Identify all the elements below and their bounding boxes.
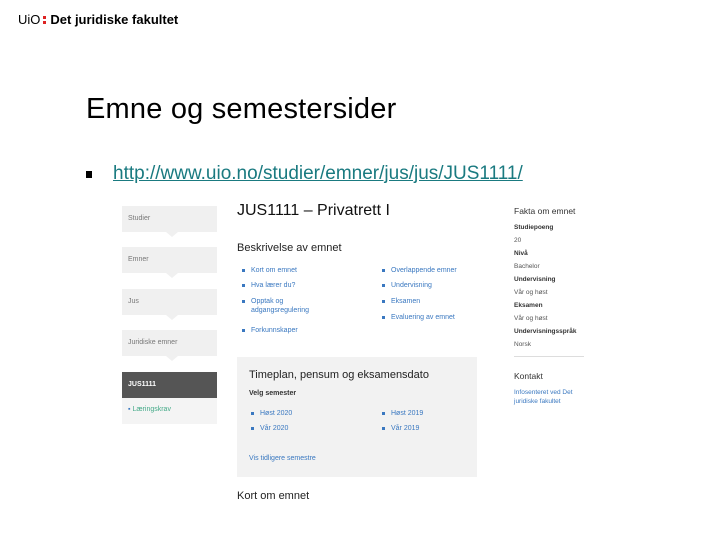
section-heading-kort-om-emnet: Kort om emnet: [237, 490, 310, 502]
link-adgangsregulering[interactable]: adgangsregulering: [251, 307, 309, 314]
link-host-2019[interactable]: Høst 2019: [382, 409, 423, 418]
fact-label-niva: Nivå: [514, 250, 528, 257]
fact-value-undervisning: Vår og høst: [514, 289, 548, 296]
select-semester-label: Velg semester: [249, 390, 297, 397]
sidebar-subitem-laeringskrav[interactable]: [122, 398, 217, 424]
uio-logo-text: UiO: [18, 12, 41, 27]
link-undervisning[interactable]: Undervisning: [382, 281, 432, 290]
embedded-course-page-screenshot: [120, 200, 620, 520]
fact-value-niva: Bachelor: [514, 263, 540, 270]
fact-value-eksamen: Vår og høst: [514, 315, 548, 322]
bullet-square-icon: [86, 171, 92, 178]
fact-value-sprak: Norsk: [514, 341, 531, 348]
link-opptak[interactable]: Opptak og: [242, 297, 283, 306]
link-kort-om-emnet[interactable]: Kort om emnet: [242, 266, 297, 275]
description-heading: Beskrivelse av emnet: [237, 242, 342, 254]
faculty-name: Det juridiske fakultet: [50, 12, 179, 27]
link-var-2020[interactable]: Vår 2020: [251, 424, 288, 433]
fact-label-sprak: Undervisningsspråk: [514, 328, 577, 335]
sidebar-item-juridiske-emner[interactable]: Juridiske emner: [122, 330, 217, 356]
slide-title: Emne og semestersider: [86, 93, 397, 125]
sidebar-item-emner[interactable]: Emner: [122, 247, 217, 273]
timetable-heading: Timeplan, pensum og eksamensdato: [249, 369, 429, 381]
fact-label-studiepoeng: Studiepoeng: [514, 224, 554, 231]
contact-heading: Kontakt: [514, 371, 543, 381]
link-previous-semesters[interactable]: Vis tidligere semestre: [249, 455, 316, 462]
link-overlappende-emner[interactable]: Overlappende emner: [382, 266, 457, 275]
sidebar-subitem-label: Læringskrav: [132, 406, 171, 413]
bullet-icon: ▪: [128, 406, 133, 413]
fact-label-eksamen: Eksamen: [514, 302, 543, 309]
uio-faculty-logo: [18, 12, 178, 27]
course-title: JUS1111 – Privatrett I: [237, 202, 390, 219]
logo-separator-icon: [43, 15, 46, 25]
link-eksamen[interactable]: Eksamen: [382, 297, 420, 306]
sidebar-item-jus1111[interactable]: JUS1111: [122, 372, 217, 398]
facts-heading: Fakta om emnet: [514, 206, 576, 216]
link-hva-laerer-du[interactable]: Hva lærer du?: [242, 281, 295, 290]
contact-link-line1[interactable]: Infosenteret ved Det: [514, 389, 573, 396]
course-page-link[interactable]: http://www.uio.no/studier/emner/jus/jus/JUS1111/: [113, 163, 523, 184]
link-var-2019[interactable]: Vår 2019: [382, 424, 419, 433]
contact-link-line2[interactable]: juridiske fakultet: [514, 398, 561, 405]
facts-divider: [514, 356, 584, 357]
sidebar-item-studier[interactable]: Studier: [122, 206, 217, 232]
link-forkunnskaper[interactable]: Forkunnskaper: [242, 326, 298, 335]
link-evaluering[interactable]: Evaluering av emnet: [382, 313, 455, 322]
sidebar-item-jus[interactable]: Jus: [122, 289, 217, 315]
link-host-2020[interactable]: Høst 2020: [251, 409, 292, 418]
fact-label-undervisning: Undervisning: [514, 276, 556, 283]
facts-panel: [514, 206, 620, 407]
fact-value-studiepoeng: 20: [514, 237, 522, 244]
